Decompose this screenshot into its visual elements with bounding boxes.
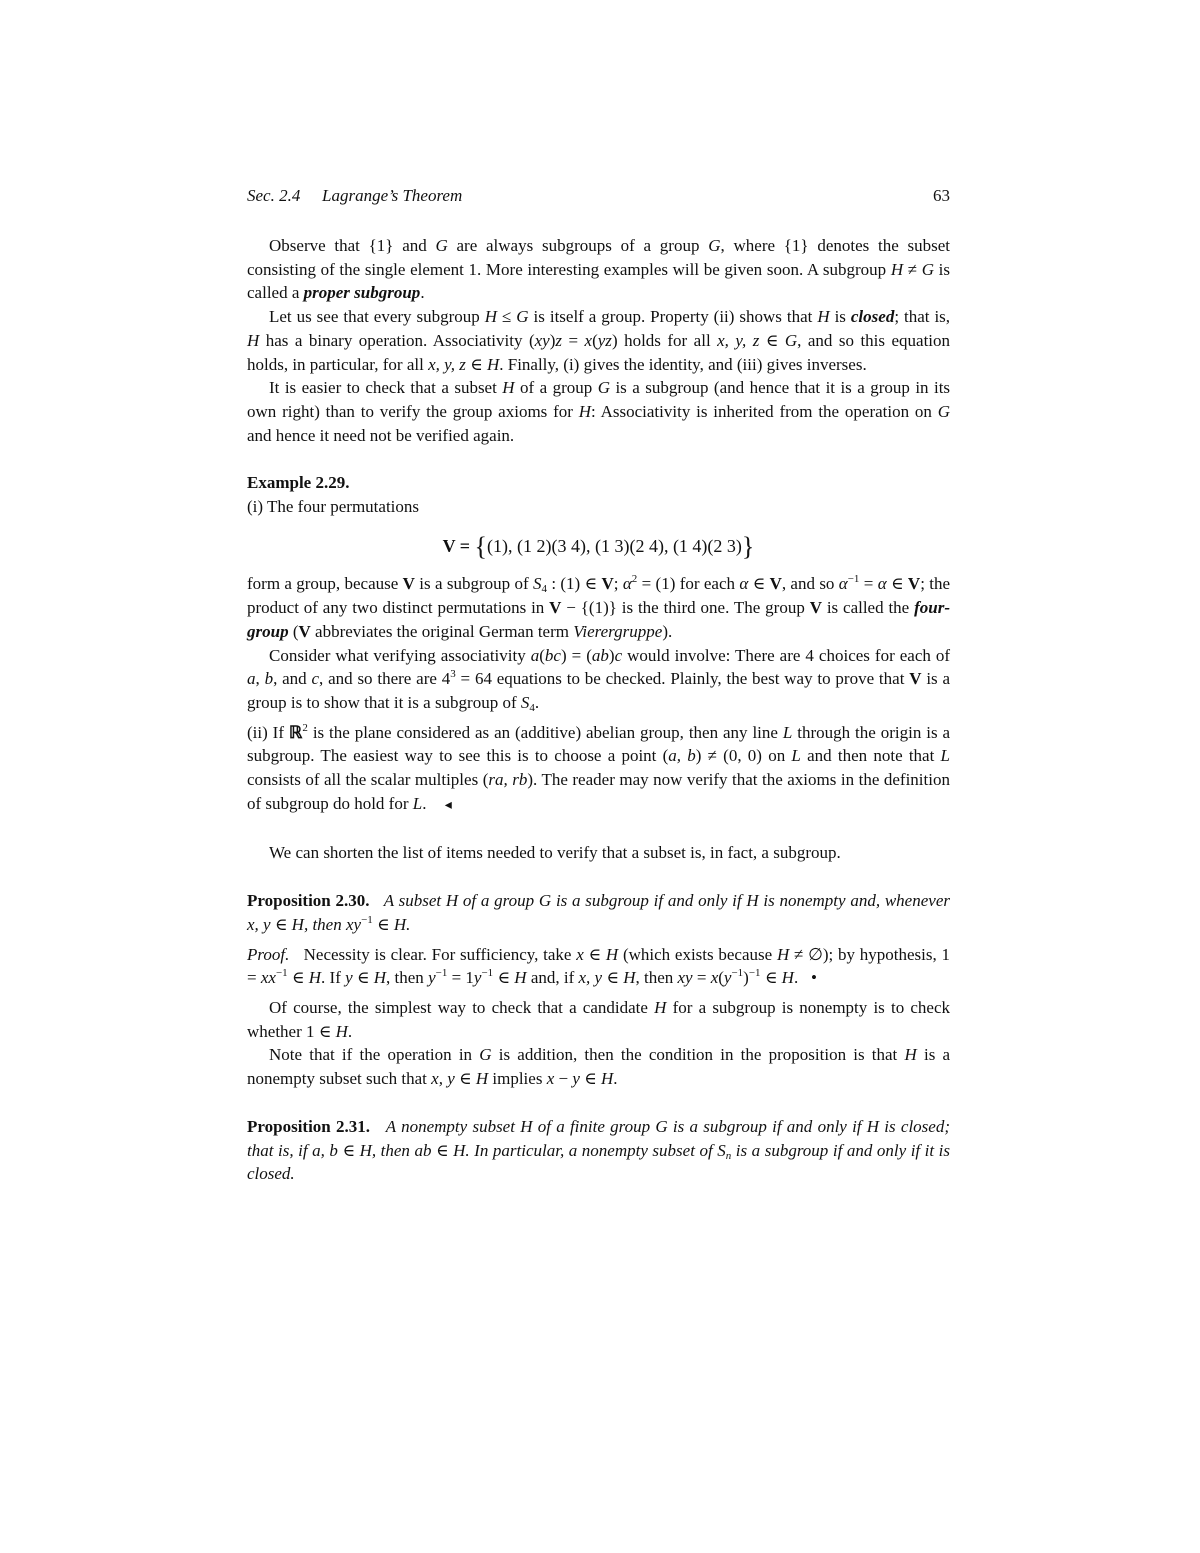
paragraph-associativity-count: Consider what verifying associativity a(bc) = (ab)c would involve: There are 4 choices for each of a, b, and c, and so there are $4^3 = 64$ equations to be checked. Plainly, the best way to prove that V is a group is to show that it is a subgroup of $S_4$.	[247, 645, 951, 714]
paragraph-candidate-nonempty: Of course, the simplest way to check that a candidate H for a subgroup is nonempty is to check whether 1 ∈ H.	[247, 997, 951, 1041]
paragraph-four-group: form a group, because V is a subgroup of $S_4$ : (1) ∈ V; $\alpha^2 = (1)$ for each α ∈ V, and so $\alpha^{-1} = \alpha$ ∈ V; the product of any two distinct permutations in V − {(1)} is the third one. The group V is called the four-group (V abbreviates the original German term Vierergruppe).	[247, 573, 951, 641]
paragraph-plane-lines: (ii) If ℝ$^2$ is the plane considered as an (additive) abelian group, then any line L through the origin is a subgroup. The easiest way to see this is to choose a point (a, b) ≠ (0, 0) on L and then note that L consists of all the scalar multiples (ra, rb). The reader may now verify that the axioms in the definition of subgroup do hold for L. ◂	[247, 721, 951, 813]
section-title: Lagrange’s Theorem	[322, 186, 463, 205]
proposition-2-31: Proposition 2.31. A nonempty subset H of a finite group G is a subgroup if and only if H is closed; that is, if a, b ∈ H, then ab ∈ H. In particular, a nonempty subset of $S_n$ is a subgroup if and only if it is closed.	[247, 1116, 951, 1184]
term-four-group: four-group	[247, 598, 950, 641]
proof-2-30: Proof. Necessity is clear. For sufficiency, take x ∈ H (which exists because H ≠ ∅); by hypothesis, $1 = xx^{-1}$ ∈ H. If y ∈ H, then $y^{-1} = 1y^{-1}$ ∈ H and, if x, y ∈ H, then xy = $x(y^{-1})^{-1}$ ∈ H. •	[247, 944, 951, 988]
term-closed: closed	[850, 307, 895, 327]
page-number: 63	[933, 186, 950, 205]
qed-marker: •	[810, 968, 817, 988]
paragraph-shorten-list: We can shorten the list of items needed to verify that a subset is, in fact, a subgroup.	[269, 843, 841, 863]
example-2-29-label: Example 2.29.	[247, 473, 350, 493]
end-of-example-marker: ◂	[444, 797, 452, 813]
section-number: Sec. 2.4	[247, 186, 301, 205]
paragraph-subgroup-is-group: Let us see that every subgroup H ≤ G is itself a group. Property (ii) shows that H is closed; that is, H has a binary operation. Associativity (xy)z = x(yz) holds for all x, y, z ∈ G, and so this equation holds, in particular, for all x, y, z ∈ H. Finally, (i) gives the identity, and (iii) gives inverses.	[247, 307, 951, 374]
paragraph-subgroup-observe: Observe that {1} and G are always subgroups of a group G, where {1} denotes the subset consisting of the single element 1. More interesting examples will be given soon. A subgroup H ≠ G is called a proper subgroup.	[247, 236, 951, 303]
paragraph-addition-case: Note that if the operation in G is addition, then the condition in the proposition is that H is a nonempty subset such that x, y ∈ H implies x − y ∈ H.	[247, 1045, 951, 1089]
paragraph-easier-check: It is easier to check that a subset H of a group G is a subgroup (and hence that it is a group in its own right) than to verify the group axioms for H: Associativity is inherited from the operation on G and hence it need not be verified again.	[247, 378, 951, 445]
example-2-29-intro: (i) The four permutations	[247, 497, 420, 517]
four-group-display-equation: V = {(1), (1 2)(3 4), (1 3)(2 4), (1 4)(2 3)}	[442, 531, 755, 561]
running-header	[247, 186, 950, 208]
proposition-2-30: Proposition 2.30. A subset H of a group G is a subgroup if and only if H is nonempty and, whenever x, y ∈ H, then $xy^{-1}$ ∈ H.	[247, 891, 950, 934]
page-body	[247, 234, 950, 1186]
term-proper-subgroup: proper subgroup	[303, 283, 421, 303]
